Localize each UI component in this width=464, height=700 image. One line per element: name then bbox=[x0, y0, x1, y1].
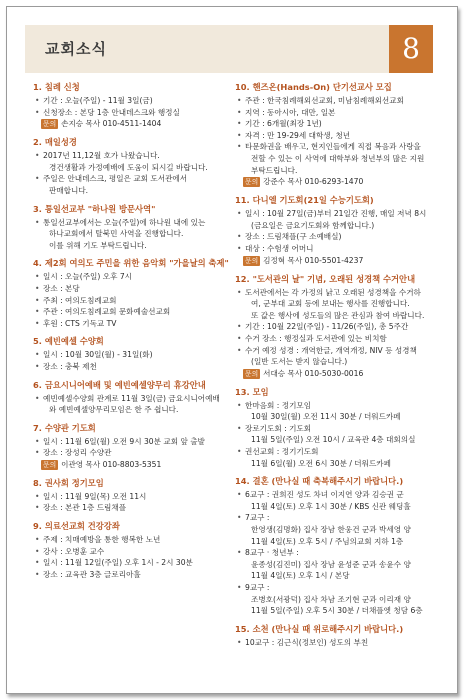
news-item-title: 3. 통일선교부 "하나원 방문사역" bbox=[33, 203, 156, 214]
news-item-line: 와 예빈예셀양무리모임은 한 주 쉽니다. bbox=[49, 405, 179, 415]
news-item-line: • 장로기도회 : 기도회 bbox=[235, 423, 441, 435]
news-item-line: • 타문화권을 배우고, 현지인들에게 직접 복음과 사랑을 bbox=[235, 141, 441, 153]
bulletin-page bbox=[6, 6, 458, 694]
news-item-line: • 10교구 : 김근식(정보인) 성도의 부친 bbox=[235, 637, 441, 649]
news-item-line: 전할 수 있는 이 사역에 대학부와 청년부의 많은 지원 bbox=[251, 153, 425, 163]
news-item-title: 11. 다니엘 기도회(21일 수능기도회) bbox=[235, 195, 374, 206]
news-item-title: 9. 의료선교회 건강강좌 bbox=[33, 521, 120, 532]
news-item-line: • 일시 : 10월 30일(월) - 31일(화) bbox=[33, 349, 231, 361]
news-item-line: • 후원 : CTS 기독교 TV bbox=[33, 318, 231, 330]
news-item-line: • 신청장소 : 본당 1층 안내데스크와 행정실 bbox=[33, 107, 231, 119]
inquiry-contact: 서대승 목사 010-5030-0016 bbox=[263, 368, 364, 378]
news-item-line: • 강사 : 오병훈 교수 bbox=[33, 546, 231, 558]
news-item-title: 15. 소천 (만나실 때 위로해주시기 바랍니다.) bbox=[235, 623, 404, 634]
news-item bbox=[33, 136, 231, 196]
inquiry-contact: 손지승 목사 010-4511-1404 bbox=[61, 119, 162, 129]
news-item-line: 11월 4일(토) 오후 1시 / 본당 bbox=[251, 571, 350, 581]
news-item-line: • 한마음회 : 정기모임 bbox=[235, 400, 441, 412]
news-item-line: 11월 4일(토) 오후 5시 / 주님의교회 지하 1층 bbox=[251, 536, 404, 546]
news-item bbox=[33, 379, 231, 416]
news-item-title: 5. 예빈예셀 수양회 bbox=[33, 336, 104, 347]
page-title: 교회소식 bbox=[45, 40, 107, 58]
news-item bbox=[235, 475, 441, 617]
inquiry-tag: 문의 bbox=[245, 256, 259, 265]
news-item bbox=[33, 203, 231, 252]
news-item bbox=[235, 273, 441, 380]
news-item-line: 윤종성(김진미) 집사 장남 윤성준 군과 송윤수 양 bbox=[251, 559, 411, 569]
news-item-line: • 예빈예셀수양회 관계로 11월 3일(금) 금요시니어예배 bbox=[33, 393, 231, 405]
news-item-line: • 통일선교부에서는 오늘(주일)에 하나원 내에 있는 bbox=[33, 217, 231, 229]
news-item-line: 하나교회에서 탈북민 사역을 진행합니다. bbox=[49, 229, 184, 239]
left-column bbox=[33, 81, 231, 586]
news-item-line: • 자격 : 만 19-29세 대학생, 청년 bbox=[235, 130, 441, 142]
news-item bbox=[33, 257, 231, 329]
news-item-line: • 9교구 : bbox=[235, 582, 441, 594]
news-item-line: • 장소 : 본당 bbox=[33, 283, 231, 295]
news-item-line: • 7교구 : bbox=[235, 512, 441, 524]
news-item-line: • 수거 장소 : 행정실과 도서관에 있는 비치함 bbox=[235, 333, 441, 345]
news-item-line: • 도서관에서는 각 가정의 낡고 오래된 성경책을 수거하 bbox=[235, 287, 441, 299]
news-item bbox=[235, 623, 441, 649]
news-item-line: • 장소 : 충북 제천 bbox=[33, 361, 231, 373]
news-item-line: • 장소 : 교육관 3층 글로리아홀 bbox=[33, 569, 231, 581]
news-item-line: • 일시 : 오늘(주일) 오후 7시 bbox=[33, 271, 231, 283]
inquiry-line bbox=[33, 118, 231, 130]
news-item-line: 또 값은 행사에 성도들의 많은 관심과 참여 바랍니다. bbox=[251, 310, 425, 320]
news-item-line: • 지역 : 동아시아, 대만, 일본 bbox=[235, 107, 441, 119]
news-item-line: 한영생(김명화) 집사 장남 한웅건 군과 박세영 양 bbox=[251, 525, 411, 535]
news-item-line: 조병호(서광덕) 집사 차남 조기현 군과 이리재 양 bbox=[251, 594, 411, 604]
news-item-line: • 일시 : 11월 12일(주일) 오후 1시 - 2시 30분 bbox=[33, 557, 231, 569]
news-item-title: 1. 침례 신청 bbox=[33, 82, 80, 92]
news-item-line: 11월 4일(토) 오후 1시 30분 / KBS 신관 웨딩홀 bbox=[251, 501, 411, 511]
page-number-badge: 8 bbox=[389, 25, 433, 73]
news-item-line: 경건생활과 가정예배에 도움이 되시길 바랍니다. bbox=[49, 162, 208, 172]
news-item-line: 11월 5일(주일) 오전 10시 / 교육관 4층 대회의실 bbox=[251, 435, 416, 445]
news-item-line: • 일시 : 10월 27일(금)부터 21일간 진행, 매일 저녁 8시 bbox=[235, 208, 441, 220]
news-item-line: 부탁드립니다. bbox=[251, 165, 298, 175]
news-item-line: 이를 위해 기도 부탁드립니다. bbox=[49, 240, 147, 250]
inquiry-tag: 문의 bbox=[245, 369, 259, 378]
right-column bbox=[235, 81, 441, 654]
news-item-line: • 주관 : 한국침례해외선교회, 미남침례해외선교회 bbox=[235, 95, 441, 107]
news-item-line: • 기간 : 6개월(최장 1년) bbox=[235, 118, 441, 130]
inquiry-contact: 강준수 목사 010-6293-1470 bbox=[263, 177, 364, 187]
news-item-line: (금요일은 금요기도회와 함께합니다.) bbox=[251, 220, 375, 230]
news-item-line: 11월 5일(주일) 오후 5시 30분 / 더채플엣 청담 6층 bbox=[251, 606, 423, 616]
news-item-line: 여, 군부대 교회 등에 보내는 행사를 진행합니다. bbox=[251, 299, 410, 309]
inquiry-line bbox=[235, 255, 441, 267]
inquiry-tag: 문의 bbox=[43, 120, 57, 129]
news-item-line: 10월 30일(월) 오전 11시 30분 / 더워드카페 bbox=[251, 412, 401, 422]
news-item-line: • 주일은 안내데스크, 평일은 교회 도서관에서 bbox=[33, 173, 231, 185]
news-item bbox=[33, 520, 231, 580]
inquiry-line bbox=[235, 368, 441, 380]
news-item bbox=[235, 386, 441, 470]
news-item-line: • 수거 예정 성경 : 개역한글, 개역개정, NIV 등 성경책 bbox=[235, 345, 441, 357]
news-item-line: • 장소 : 드림채플(구 소예배실) bbox=[235, 231, 441, 243]
news-item bbox=[33, 81, 231, 130]
news-item-line: • 기간 : 10월 22일(주일) - 11/26(주일), 총 5주간 bbox=[235, 321, 441, 333]
news-item-title: 8. 권사회 정기모임 bbox=[33, 477, 104, 488]
news-item-title: 4. 제2회 여의도 주민을 위한 음악회 "가을날의 축제" bbox=[33, 258, 229, 269]
news-item bbox=[33, 477, 231, 514]
news-item-title: 14. 결혼 (만나실 때 축복해주시기 바랍니다.) bbox=[235, 476, 404, 487]
news-item-title: 7. 수양관 기도회 bbox=[33, 422, 96, 433]
inquiry-contact: 이관영 목사 010-8803-5351 bbox=[61, 459, 162, 469]
news-item-line: • 6교구 : 권희진 성도 차녀 이지연 양과 김승권 군 bbox=[235, 489, 441, 501]
news-item-line: • 장소 : 장성리 수양관 bbox=[33, 447, 231, 459]
news-item bbox=[33, 422, 231, 471]
news-item-title: 13. 모임 bbox=[235, 386, 269, 397]
inquiry-tag: 문의 bbox=[245, 178, 259, 187]
news-item-line: • 기간 : 오늘(주일) - 11월 3일(금) bbox=[33, 95, 231, 107]
news-item bbox=[235, 194, 441, 266]
news-item bbox=[235, 81, 441, 188]
news-item-line: • 권선교회 : 정기기도회 bbox=[235, 446, 441, 458]
news-item-line: • 주제 : 치매예방을 통한 행복한 노년 bbox=[33, 534, 231, 546]
news-item-title: 6. 금요시니어예배 및 예빈예셀양무리 휴강안내 bbox=[33, 379, 206, 390]
news-item bbox=[33, 335, 231, 372]
news-item-line: • 2017년 11,12월 호가 나왔습니다. bbox=[33, 150, 231, 162]
news-item-line: • 일시 : 11월 9일(목) 오전 11시 bbox=[33, 491, 231, 503]
inquiry-tag: 문의 bbox=[43, 460, 57, 469]
page-header bbox=[25, 25, 433, 73]
news-item-line: 판매합니다. bbox=[49, 185, 89, 195]
news-item-title: 10. 핸즈온(Hands-On) 단기선교사 모집 bbox=[235, 82, 392, 92]
news-item-line: (일반 도서는 받지 않습니다.) bbox=[251, 357, 348, 367]
inquiry-line bbox=[33, 459, 231, 471]
news-item-line: • 일시 : 11월 6일(월) 오전 9시 30분 교회 앞 출발 bbox=[33, 436, 231, 448]
news-item-title: 2. 매일성경 bbox=[33, 137, 77, 148]
inquiry-line bbox=[235, 176, 441, 188]
news-item-title: 12. "도서관의 날" 기념, 오래된 성경책 수거안내 bbox=[235, 273, 416, 284]
news-item-line: • 대상 : 수험생 어머니 bbox=[235, 243, 441, 255]
news-item-line: 11월 6일(월) 오전 6시 30분 / 더워드카페 bbox=[251, 458, 391, 468]
news-item-line: • 8교구 · 청년부 : bbox=[235, 547, 441, 559]
news-item-line: • 주관 : 여의도침례교회 문화예술선교회 bbox=[33, 306, 231, 318]
news-item-line: • 주최 : 여의도침례교회 bbox=[33, 295, 231, 307]
news-item-line: • 장소 : 본관 1층 드림채플 bbox=[33, 502, 231, 514]
inquiry-contact: 김정혁 목사 010-5501-4237 bbox=[263, 255, 364, 265]
